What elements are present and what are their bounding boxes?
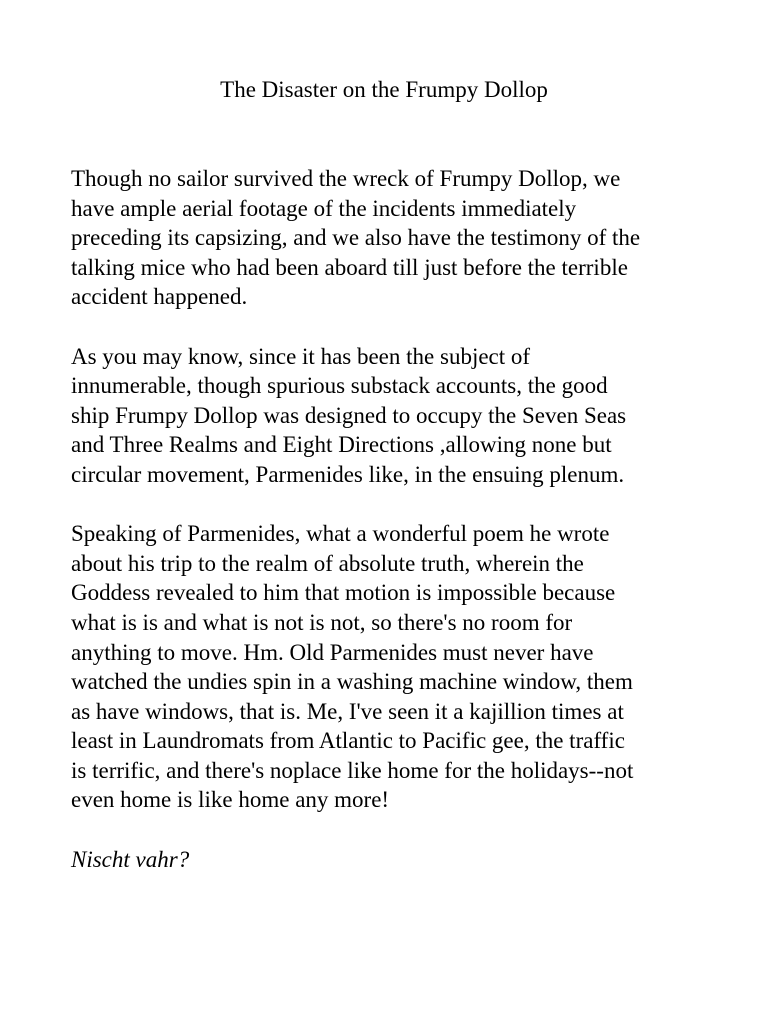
text-line: even home is like home any more! xyxy=(71,787,390,813)
text-line: least in Laundromats from Atlantic to Pacific gee, the traffic xyxy=(71,728,625,754)
text-line: anything to move. Hm. Old Parmenides must never have xyxy=(71,639,594,665)
document-body xyxy=(71,164,701,904)
text-line: preceding its capsizing, and we also have the testimony of the xyxy=(71,225,641,251)
paragraph-2 xyxy=(71,342,701,490)
text-line: As you may know, since it has been the subject of xyxy=(71,343,531,369)
text-line: watched the undies spin in a washing machine window, them xyxy=(71,669,633,695)
text-line: as have windows, that is. Me, I've seen it a kajillion times at xyxy=(71,698,624,724)
paragraph-1 xyxy=(71,164,701,312)
text-line: Speaking of Parmenides, what a wonderful poem he wrote xyxy=(71,521,610,547)
text-line: is terrific, and there's noplace like home for the holidays--not xyxy=(71,757,634,783)
text-line: what is is and what is not is not, so there's no room for xyxy=(71,609,573,635)
text-line: Though no sailor survived the wreck of Frumpy Dollop, we xyxy=(71,166,621,191)
text-line: Goddess revealed to him that motion is impossible because xyxy=(71,580,616,606)
closing-line xyxy=(71,845,701,875)
text-line: circular movement, Parmenides like, in the ensuing plenum. xyxy=(71,461,625,487)
text-line: accident happened. xyxy=(71,284,248,310)
text-line: about his trip to the realm of absolute truth, wherein the xyxy=(71,550,584,576)
text-line: innumerable, though spurious substack accounts, the good xyxy=(71,373,608,399)
text-line: and Three Realms and Eight Directions ,allowing none but xyxy=(71,432,612,458)
closing-text: Nischt vahr? xyxy=(71,846,190,872)
document-title: The Disaster on the Frumpy Dollop xyxy=(220,77,548,102)
text-line: ship Frumpy Dollop was designed to occupy the Seven Seas xyxy=(71,402,627,428)
paragraph-3 xyxy=(71,519,701,815)
text-line: talking mice who had been aboard till just before the terrible xyxy=(71,254,628,280)
text-line: have ample aerial footage of the incidents immediately xyxy=(71,195,577,221)
